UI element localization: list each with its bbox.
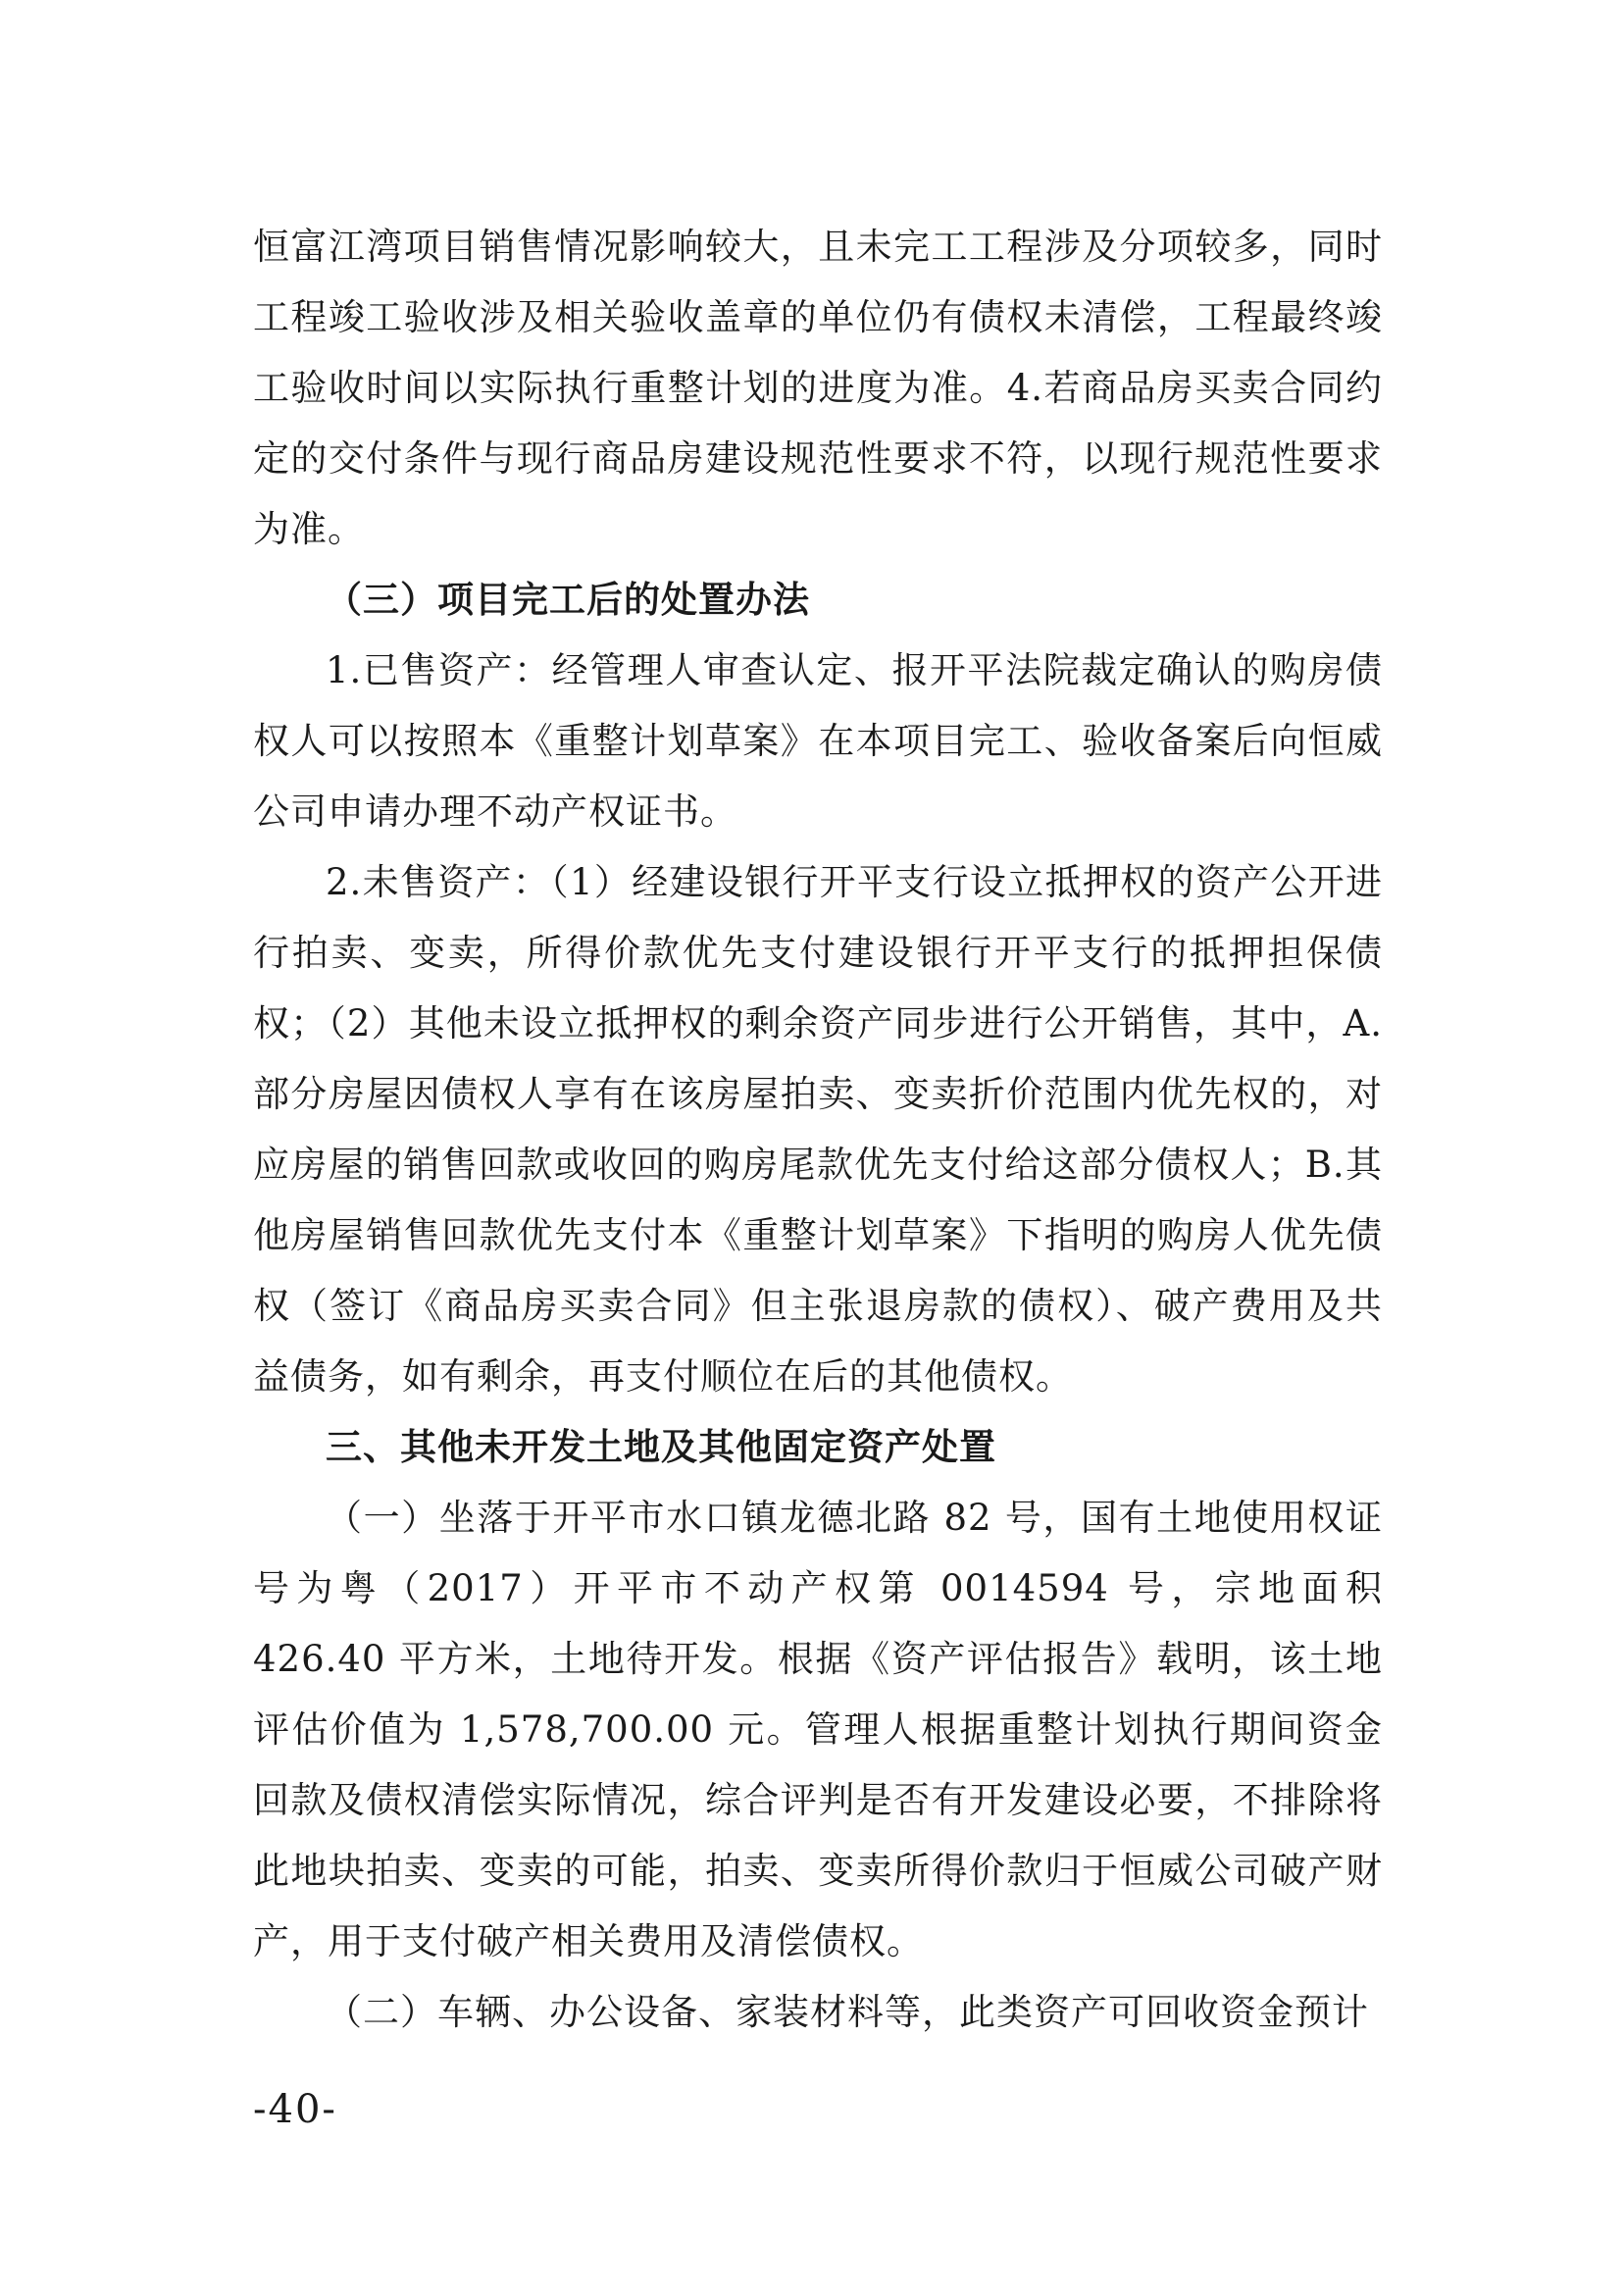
paragraph-continuation: 恒富江湾项目销售情况影响较大，且未完工工程涉及分项较多，同时工程竣工验收涉及相关验收盖章的单位仍有债权未清偿，工程最终竣工验收时间以实际执行重整计划的进度为准。4.若商品房买卖合同约定的交付条件与现行商品房建设规范性要求不符，以现行规范性要求为准。 xyxy=(253,226,1383,550)
paragraph-unsold-assets: 2.未售资产：（1）经建设银行开平支行设立抵押权的资产公开进行拍卖、变卖，所得价款优先支付建设银行开平支行的抵押担保债权；（2）其他未设立抵押权的剩余资产同步进行公开销售，其中，A.部分房屋因债权人享有在该房屋拍卖、变卖折价范围内优先权的，对应房屋的销售回款或收回的购房尾款优先支付给这部分债权人；B.其他房屋销售回款优先支付本《重整计划草案》下指明的购房人优先债权（签订《商品房买卖合同》但主张退房款的债权）、破产费用及共益债务，如有剩余，再支付顺位在后的其他债权。 xyxy=(253,861,1383,1398)
section-heading-other-land: 三、其他未开发土地及其他固定资产处置 xyxy=(326,1426,996,1468)
section-heading-completion-disposal: （三）项目完工后的处置办法 xyxy=(326,579,810,621)
document-body xyxy=(253,212,1383,2048)
paragraph-sold-assets: 1.已售资产：经管理人审查认定、报开平法院裁定确认的购房债权人可以按照本《重整计划草案》在本项目完工、验收备案后向恒威公司申请办理不动产权证书。 xyxy=(253,649,1383,833)
paragraph-land-disposal: （一）坐落于开平市水口镇龙德北路 82 号，国有土地使用权证号为粤（2017）开平市不动产权第 0014594 号，宗地面积 426.40 平方米，土地待开发。根据《资产评估报告》载明，该土地评估价值为 1,578,700.00 元。管理人根据重整计划执行期间资金回款及债权清偿实际情况，综合评判是否有开发建设必要，不排除将此地块拍卖、变卖的可能，拍卖、变卖所得价款归于恒威公司破产财产，用于支付破产相关费用及清偿债权。 xyxy=(253,1497,1383,1962)
paragraph-vehicles-equipment: （二）车辆、办公设备、家装材料等，此类资产可回收资金预计 xyxy=(326,1991,1369,2033)
page-number: -40- xyxy=(253,2087,337,2132)
